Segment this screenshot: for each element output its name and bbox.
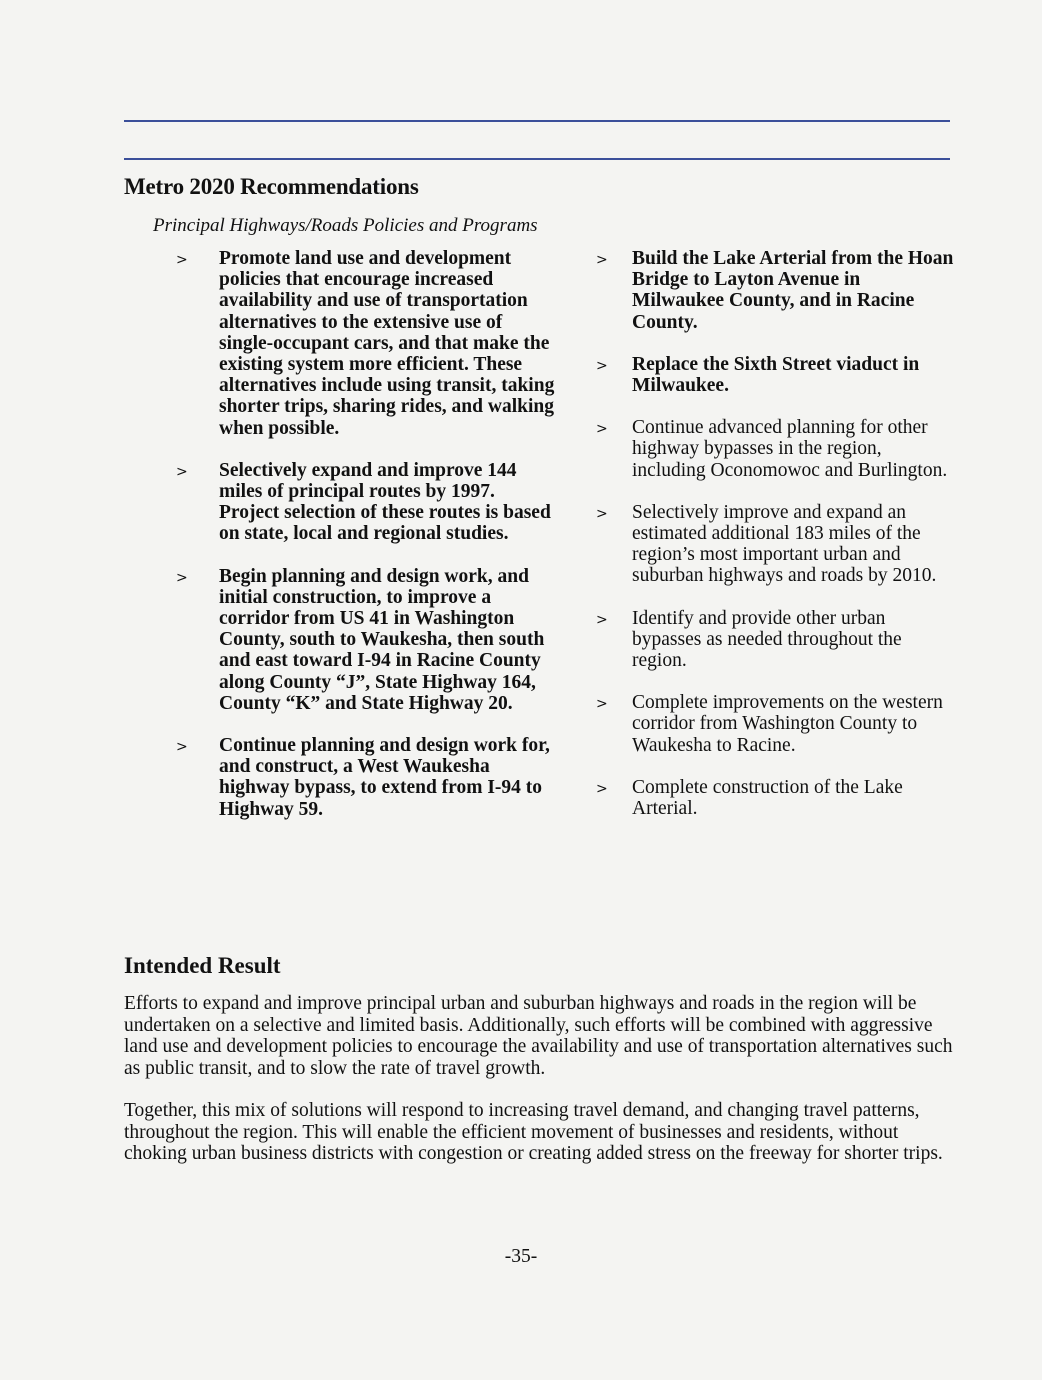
list-item-text: Replace the Sixth Street viaduct in Milwaukee. xyxy=(632,353,920,397)
list-item xyxy=(596,692,956,756)
list-item-text: Identify and provide other urban bypasses as needed throughout the region. xyxy=(632,607,902,672)
page-number: -35- xyxy=(504,1246,538,1267)
list-item-text: Promote land use and development policies that encourage increased availability and use of transportation alternatives to the extensive use of single-occupant cars, and that make the existing system more efficient. These alternatives include using transit, taking shorter trips, sharing rides, and walking when possible. xyxy=(219,248,555,439)
bullet-arrow-icon: > xyxy=(176,739,188,756)
list-item xyxy=(596,502,956,587)
list-item-text: Continue planning and design work for, and construct, a West Waukesha highway bypass, to extend from I-94 to Highway 59. xyxy=(219,735,550,820)
bullet-arrow-icon: > xyxy=(176,252,188,268)
list-item-text: Build the Lake Arterial from the Hoan Bridge to Layton Avenue in Milwaukee County, and in Racine County. xyxy=(632,248,954,333)
left-recommendations-column xyxy=(176,248,556,820)
bullet-arrow-icon: > xyxy=(596,505,608,522)
list-item-text: Complete construction of the Lake Arterial. xyxy=(632,776,903,820)
bullet-arrow-icon: > xyxy=(596,357,608,374)
list-item xyxy=(596,354,956,396)
page-title: Metro 2020 Recommendations xyxy=(124,174,419,199)
list-item-text: Begin planning and design work, and initial construction, to improve a corridor from US 41 in Washington County, south to Waukesha, then south and east toward I-94 in Racine County along County “J”, State Highway 164, County “K” and State Highway 20. xyxy=(219,565,545,714)
list-item-text: Complete improvements on the western corridor from Washington County to Waukesha to Racine. xyxy=(632,692,943,756)
list-item xyxy=(596,248,956,333)
section-subtitle: Principal Highways/Roads Policies and Programs xyxy=(153,215,538,236)
result-paragraph-1: Efforts to expand and improve principal urban and suburban highways and roads in the region will be undertaken on a selective and limited basis. Additionally, such efforts will be combined with aggressive land use and development policies to encourage the availability and use of transportation alternatives such as public transit, and to slow the rate of travel growth. xyxy=(124,993,953,1079)
bullet-arrow-icon: > xyxy=(176,463,188,480)
intended-result-heading: Intended Result xyxy=(124,953,281,978)
list-item xyxy=(176,460,556,545)
bullet-arrow-icon: > xyxy=(596,780,608,797)
bullet-arrow-icon: > xyxy=(176,569,188,586)
list-item xyxy=(596,417,956,481)
list-item xyxy=(596,608,956,672)
bullet-arrow-icon: > xyxy=(596,421,608,438)
top-rule xyxy=(124,120,950,122)
list-item xyxy=(176,735,556,820)
list-item-text: Selectively expand and improve 144 miles of principal routes by 1997. Project selection of these routes is based on state, local and regional studies. xyxy=(219,459,551,545)
result-paragraph-2: Together, this mix of solutions will respond to increasing travel demand, and changing travel patterns, throughout the region. This will enable the efficient movement of businesses and residents, without choking urban business districts with congestion or creating added stress on the freeway for shorter trips. xyxy=(124,1100,943,1164)
right-recommendations-column xyxy=(596,248,956,819)
list-item-text: Continue advanced planning for other highway bypasses in the region, including Oconomowoc and Burlington. xyxy=(632,417,948,481)
second-rule xyxy=(124,158,950,160)
bullet-arrow-icon: > xyxy=(596,252,608,268)
list-item xyxy=(176,248,556,439)
bullet-arrow-icon: > xyxy=(596,696,608,713)
list-item-text: Selectively improve and expand an estimated additional 183 miles of the region’s most important urban and suburban highways and roads by 2010. xyxy=(632,501,937,587)
list-item xyxy=(176,566,556,714)
list-item xyxy=(596,777,956,819)
bullet-arrow-icon: > xyxy=(596,611,608,628)
